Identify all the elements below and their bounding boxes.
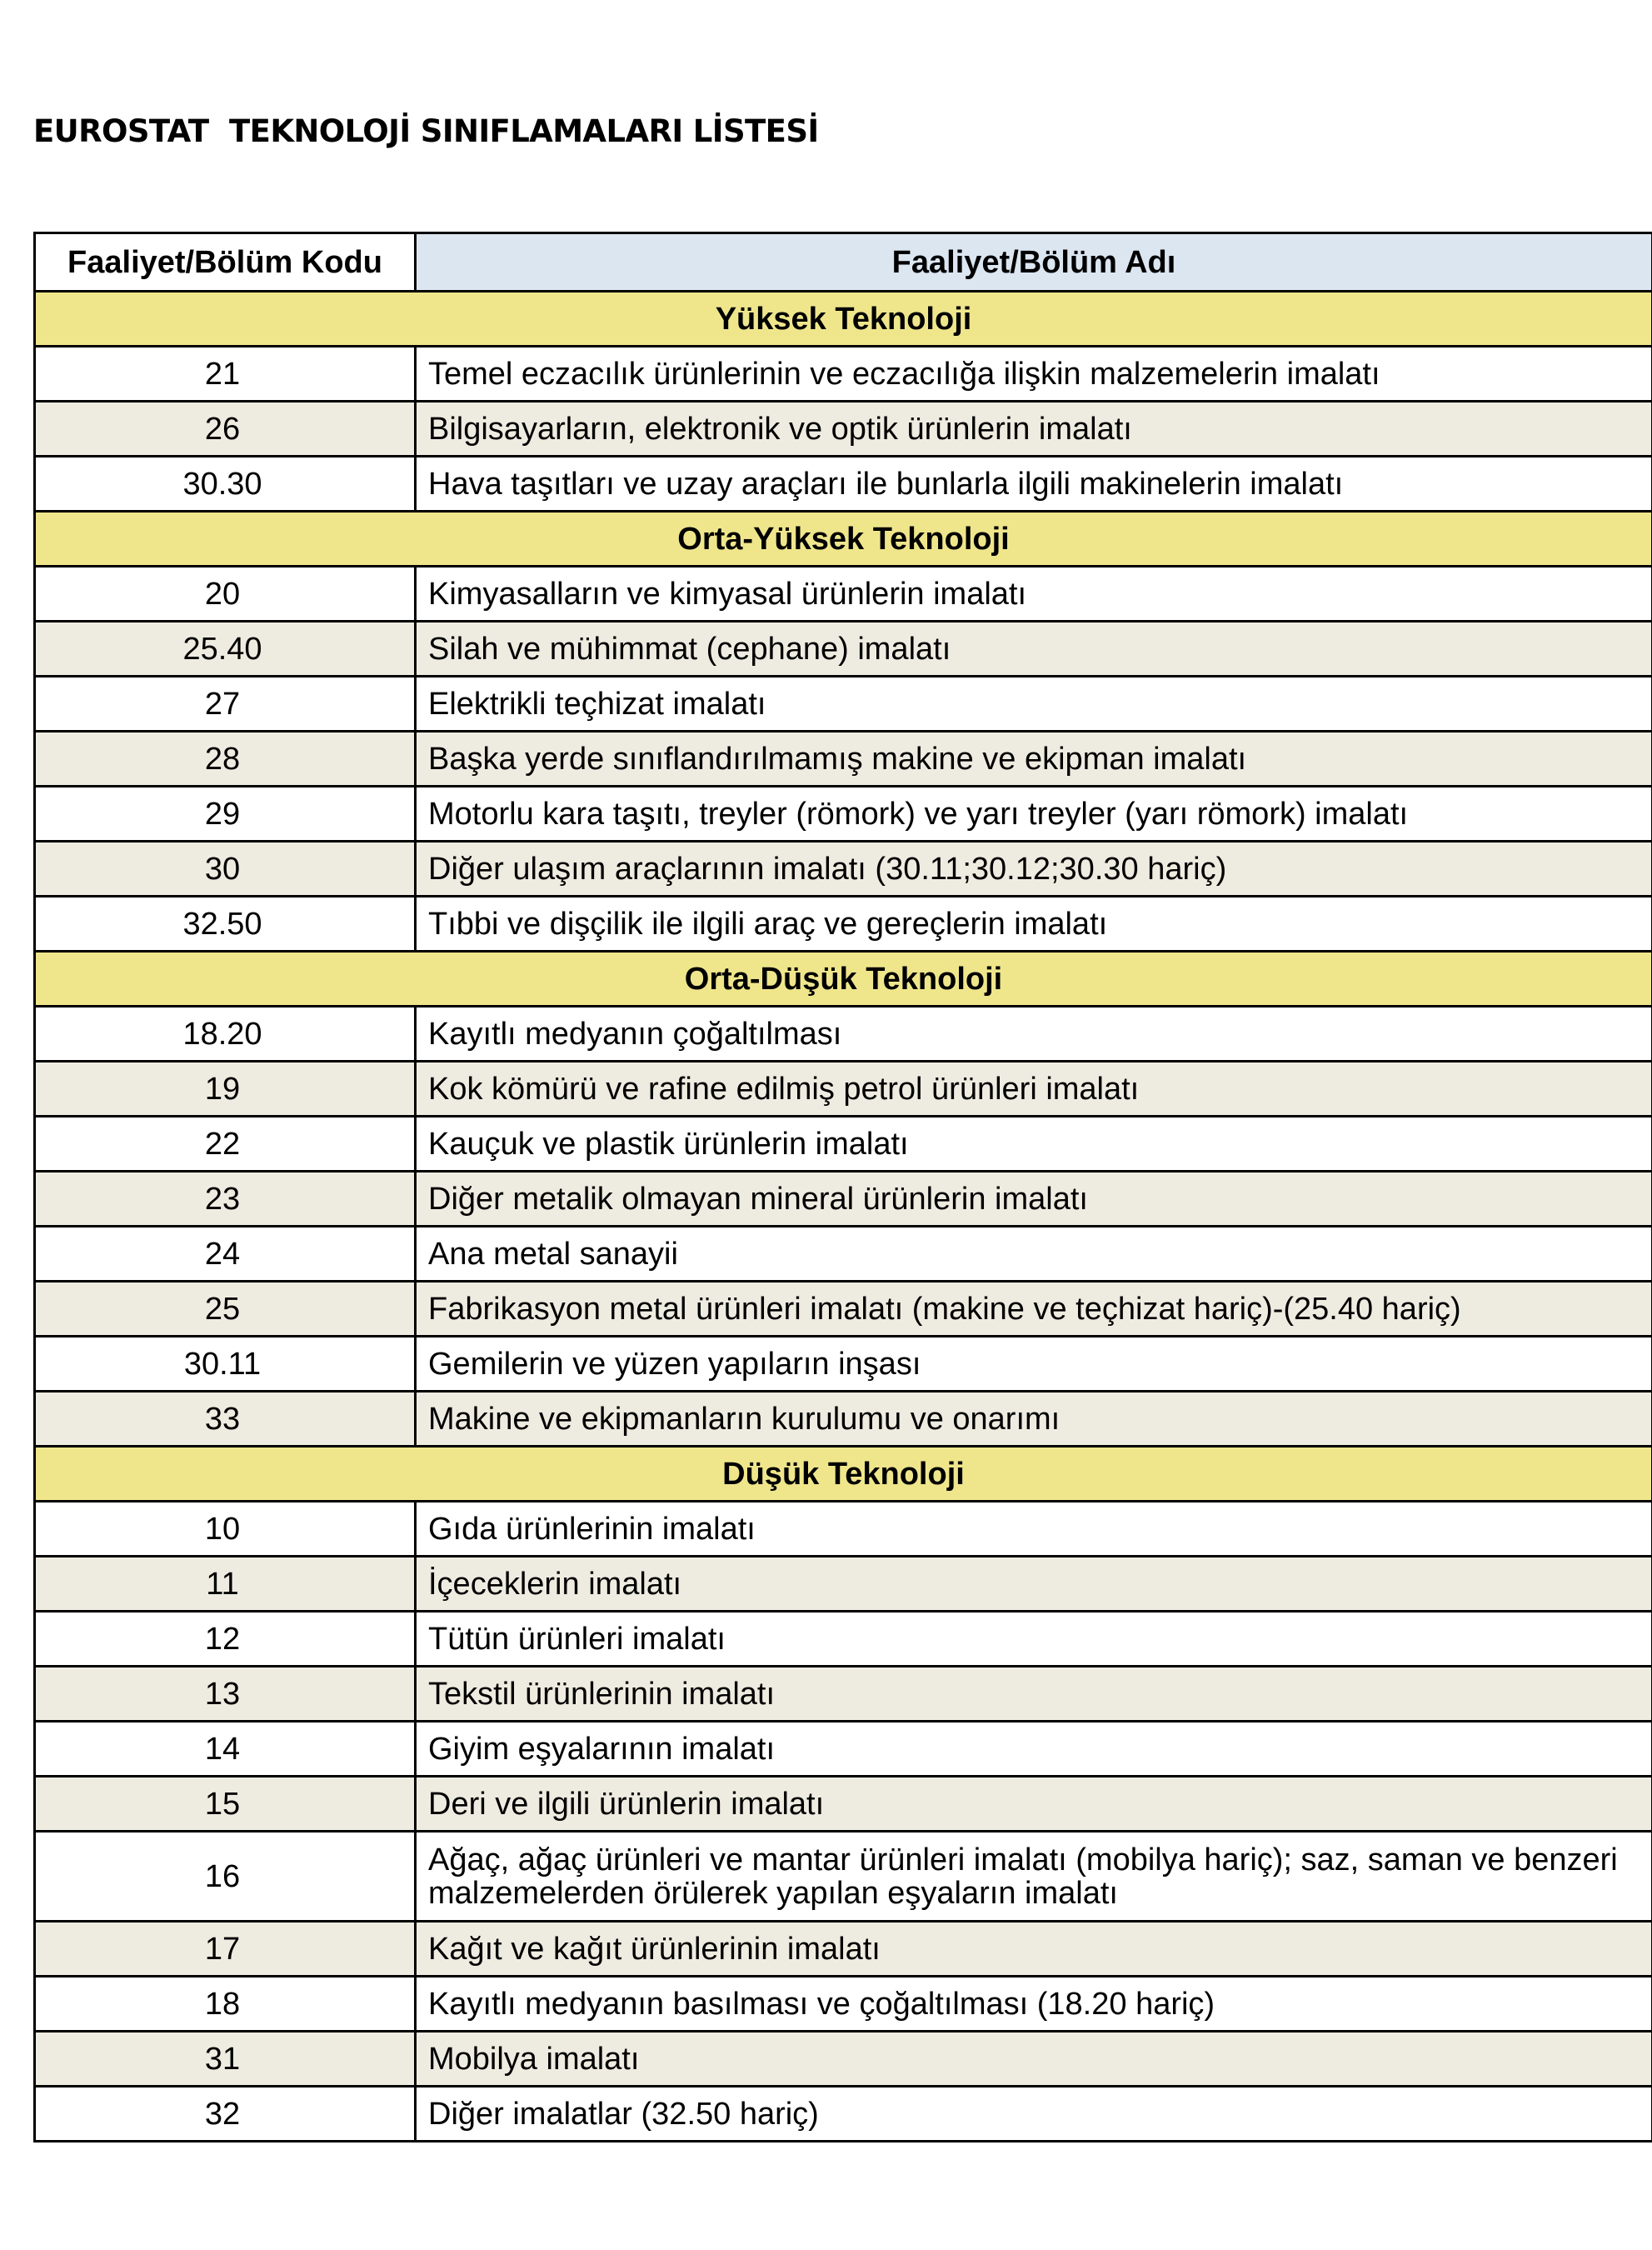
activity-name: Temel eczacılık ürünlerinin ve eczacılığa ilişkin malzemelerin imalatı [416, 347, 1652, 402]
activity-name: Motorlu kara taşıtı, treyler (römork) ve yarı treyler (yarı römork) imalatı [416, 787, 1652, 842]
group-title: Yüksek Teknoloji [35, 292, 1652, 347]
group-header-row [35, 512, 1652, 567]
activity-code: 20 [35, 567, 416, 622]
activity-name: Fabrikasyon metal ürünleri imalatı (makine ve teçhizat hariç)-(25.40 hariç) [416, 1282, 1652, 1337]
activity-name: Diğer metalik olmayan mineral ürünlerin imalatı [416, 1172, 1652, 1227]
activity-name: Silah ve mühimmat (cephane) imalatı [416, 622, 1652, 677]
activity-name: Tekstil ürünlerinin imalatı [416, 1667, 1652, 1722]
table-row [35, 1977, 1652, 2032]
table-row [35, 457, 1652, 512]
activity-name: Bilgisayarların, elektronik ve optik ürünlerin imalatı [416, 402, 1652, 457]
activity-code: 16 [35, 1832, 416, 1922]
table-row [35, 567, 1652, 622]
table-row [35, 677, 1652, 732]
activity-code: 33 [35, 1392, 416, 1447]
header-row [35, 233, 1652, 292]
activity-name: Kok kömürü ve rafine edilmiş petrol ürünleri imalatı [416, 1062, 1652, 1117]
activity-code: 30.30 [35, 457, 416, 512]
activity-name: Giyim eşyalarının imalatı [416, 1722, 1652, 1777]
activity-code: 13 [35, 1667, 416, 1722]
table-row [35, 1392, 1652, 1447]
activity-name: Diğer imalatlar (32.50 hariç) [416, 2087, 1652, 2142]
group-header-row [35, 952, 1652, 1007]
activity-code: 26 [35, 402, 416, 457]
table-row [35, 1117, 1652, 1172]
table-row [35, 897, 1652, 952]
activity-code: 10 [35, 1502, 416, 1557]
group-header-row [35, 1447, 1652, 1502]
activity-code: 25.40 [35, 622, 416, 677]
table-row [35, 1777, 1652, 1832]
table-row [35, 1832, 1652, 1922]
page-title: EUROSTAT TEKNOLOJİ SINIFLAMALARI LİSTESİ [33, 113, 819, 149]
activity-code: 27 [35, 677, 416, 732]
table-row [35, 402, 1652, 457]
activity-code: 14 [35, 1722, 416, 1777]
activity-name: Ağaç, ağaç ürünleri ve mantar ürünleri imalatı (mobilya hariç); saz, saman ve benzeri malzemelerden örülerek yapılan eşyaların imalatı [416, 1832, 1652, 1922]
table-row [35, 1612, 1652, 1667]
table-row [35, 732, 1652, 787]
activity-code: 30.11 [35, 1337, 416, 1392]
table-row [35, 347, 1652, 402]
activity-code: 29 [35, 787, 416, 842]
activity-code: 28 [35, 732, 416, 787]
table-row [35, 1172, 1652, 1227]
activity-name: Diğer ulaşım araçlarının imalatı (30.11;30.12;30.30 hariç) [416, 842, 1652, 897]
activity-name: Tütün ürünleri imalatı [416, 1612, 1652, 1667]
activity-name: Başka yerde sınıflandırılmamış makine ve ekipman imalatı [416, 732, 1652, 787]
activity-code: 31 [35, 2032, 416, 2087]
activity-code: 21 [35, 347, 416, 402]
table-row [35, 1282, 1652, 1337]
activity-code: 32 [35, 2087, 416, 2142]
activity-name: Deri ve ilgili ürünlerin imalatı [416, 1777, 1652, 1832]
table-row [35, 622, 1652, 677]
activity-code: 30 [35, 842, 416, 897]
activity-name: Mobilya imalatı [416, 2032, 1652, 2087]
activity-code: 12 [35, 1612, 416, 1667]
activity-name: Gemilerin ve yüzen yapıların inşası [416, 1337, 1652, 1392]
activity-code: 22 [35, 1117, 416, 1172]
group-header-row [35, 292, 1652, 347]
activity-code: 23 [35, 1172, 416, 1227]
activity-name: Kayıtlı medyanın çoğaltılması [416, 1007, 1652, 1062]
activity-name: Kağıt ve kağıt ürünlerinin imalatı [416, 1922, 1652, 1977]
table-body [35, 292, 1652, 2142]
table-row [35, 1007, 1652, 1062]
activity-name: Kauçuk ve plastik ürünlerin imalatı [416, 1117, 1652, 1172]
header-name: Faaliyet/Bölüm Adı [416, 233, 1652, 292]
activity-name: Hava taşıtları ve uzay araçları ile bunlarla ilgili makinelerin imalatı [416, 457, 1652, 512]
table-row [35, 1062, 1652, 1117]
table-row [35, 1722, 1652, 1777]
group-title: Orta-Yüksek Teknoloji [35, 512, 1652, 567]
activity-name: Tıbbi ve dişçilik ile ilgili araç ve gereçlerin imalatı [416, 897, 1652, 952]
activity-name: Kimyasalların ve kimyasal ürünlerin imalatı [416, 567, 1652, 622]
activity-code: 32.50 [35, 897, 416, 952]
table-row [35, 1667, 1652, 1722]
table-row [35, 2087, 1652, 2142]
table-row [35, 842, 1652, 897]
activity-name: Elektrikli teçhizat imalatı [416, 677, 1652, 732]
activity-name: Ana metal sanayii [416, 1227, 1652, 1282]
table-row [35, 787, 1652, 842]
activity-code: 19 [35, 1062, 416, 1117]
activity-code: 18.20 [35, 1007, 416, 1062]
activity-code: 15 [35, 1777, 416, 1832]
group-title: Düşük Teknoloji [35, 1447, 1652, 1502]
technology-classification-table [33, 232, 1652, 2142]
activity-code: 25 [35, 1282, 416, 1337]
activity-code: 24 [35, 1227, 416, 1282]
table-row [35, 1227, 1652, 1282]
table-row [35, 1502, 1652, 1557]
activity-name: Kayıtlı medyanın basılması ve çoğaltılması (18.20 hariç) [416, 1977, 1652, 2032]
table-header [35, 233, 1652, 292]
activity-code: 18 [35, 1977, 416, 2032]
table-row [35, 1557, 1652, 1612]
activity-code: 11 [35, 1557, 416, 1612]
activity-code: 17 [35, 1922, 416, 1977]
header-code: Faaliyet/Bölüm Kodu [35, 233, 416, 292]
group-title: Orta-Düşük Teknoloji [35, 952, 1652, 1007]
activity-name: İçeceklerin imalatı [416, 1557, 1652, 1612]
table-row [35, 2032, 1652, 2087]
table-row [35, 1337, 1652, 1392]
activity-name: Makine ve ekipmanların kurulumu ve onarımı [416, 1392, 1652, 1447]
activity-name: Gıda ürünlerinin imalatı [416, 1502, 1652, 1557]
table-row [35, 1922, 1652, 1977]
